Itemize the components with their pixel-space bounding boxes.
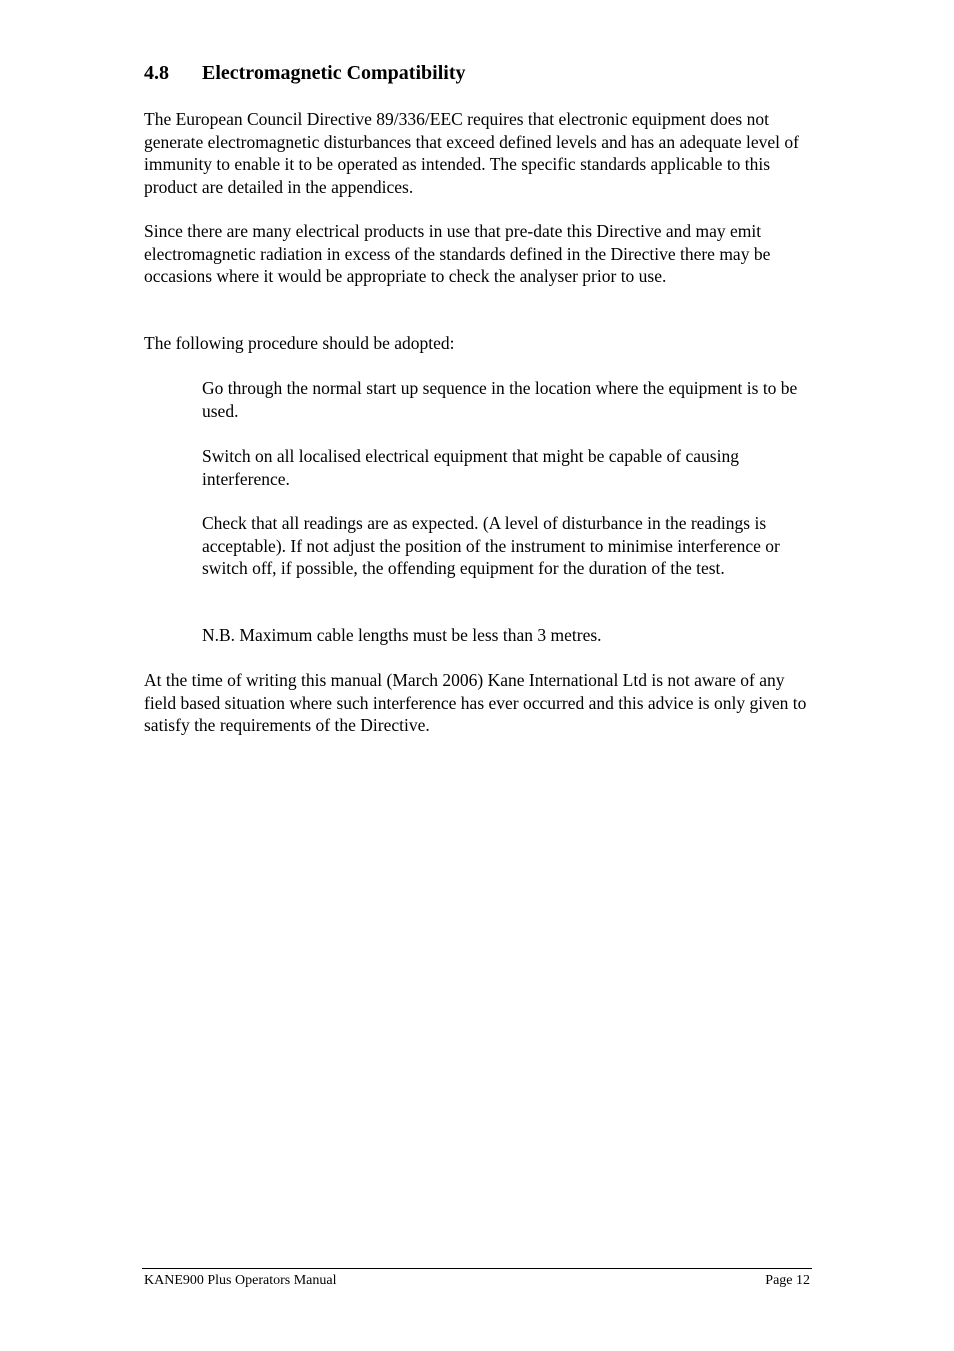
footer-page-number: Page 12 <box>765 1273 810 1288</box>
paragraph-procedure-intro: The following procedure should be adopted: <box>144 333 455 353</box>
footer-manual-title: KANE900 Plus Operators Manual <box>144 1273 337 1288</box>
section-number: 4.8 <box>144 62 169 84</box>
paragraph-closing: At the time of writing this manual (March 2006) Kane International Ltd is not aware of any field based situation where such interference has ever occurred and this advice is only given to satisfy the requirements of the Directive. <box>144 670 807 736</box>
procedure-step-3: Check that all readings are as expected. (A level of disturbance in the readings is acceptable). If not adjust the position of the instrument to minimise interference or switch off, if possible, the offending equipment for the duration of the test. <box>202 513 780 579</box>
paragraph-directive: The European Council Directive 89/336/EEC requires that electronic equipment does not generate electromagnetic disturbances that exceed defined levels and has an adequate level of immunity to enable it to be operated as intended. The specific standards applicable to this product are detailed in the appendices. <box>144 109 799 197</box>
procedure-step-2: Switch on all localised electrical equipment that might be capable of causing interference. <box>202 446 739 489</box>
paragraph-pre-date: Since there are many electrical products in use that pre-date this Directive and may emit electromagnetic radiation in excess of the standards defined in the Directive there may be occasions where it would be appropriate to check the analyser prior to use. <box>144 221 771 287</box>
footer-divider <box>142 1268 812 1269</box>
procedure-step-1: Go through the normal start up sequence in the location where the equipment is to be used. <box>202 378 798 421</box>
section-heading <box>144 60 465 86</box>
procedure-note: N.B. Maximum cable lengths must be less than 3 metres. <box>202 625 602 645</box>
section-title: Electromagnetic Compatibility <box>202 62 466 84</box>
